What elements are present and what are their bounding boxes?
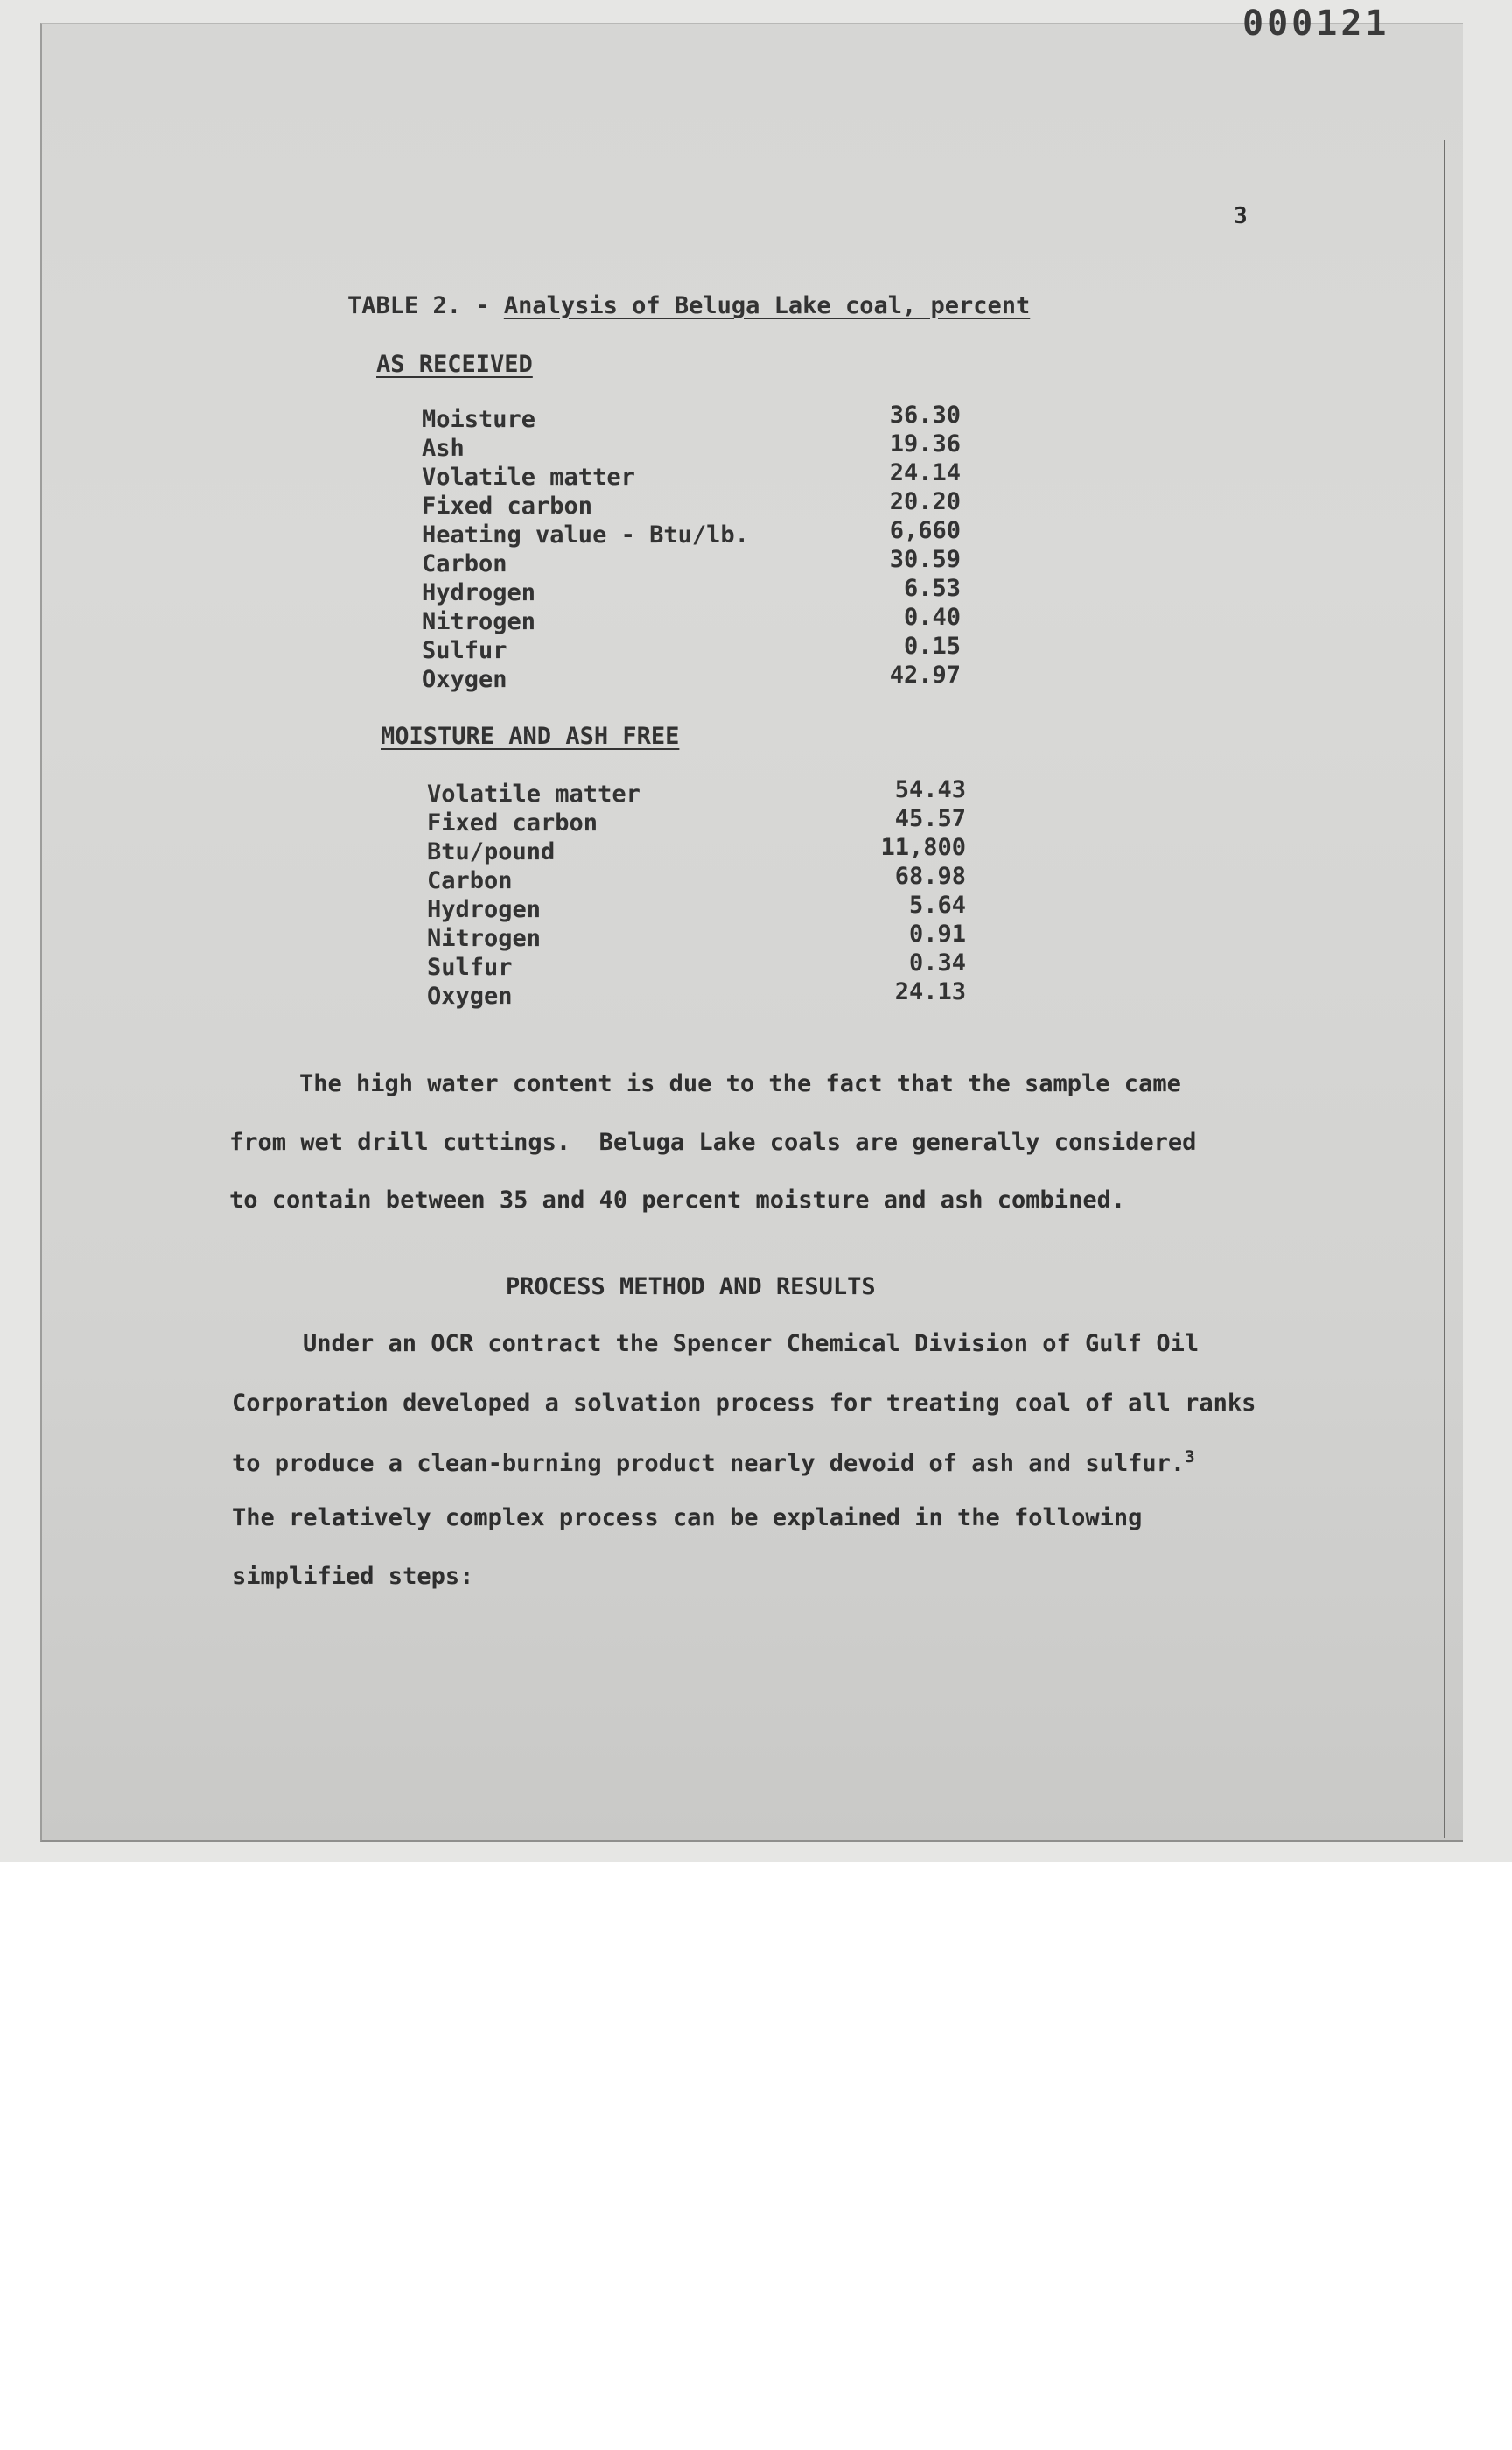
footnote-reference: 3 xyxy=(1185,1447,1195,1466)
row-label: Ash xyxy=(422,435,465,462)
row-value: 30.59 xyxy=(889,546,961,573)
table-caption-title: Analysis of Beluga Lake coal, percent xyxy=(503,292,1031,319)
paragraph-line: The high water content is due to the fact that the sample came xyxy=(299,1070,1181,1097)
row-value: 54.43 xyxy=(894,776,966,803)
row-value: 19.36 xyxy=(889,430,961,458)
row-label: Volatile matter xyxy=(422,464,635,491)
row-label: Nitrogen xyxy=(427,925,542,952)
row-label: Hydrogen xyxy=(427,896,542,923)
table-caption-prefix: TABLE 2. - xyxy=(347,292,504,319)
row-label: Sulfur xyxy=(427,954,513,981)
section-heading-as-received: AS RECEIVED xyxy=(376,351,533,378)
row-value: 24.13 xyxy=(894,978,966,1005)
row-label: Nitrogen xyxy=(422,608,536,635)
row-label: Heating value - Btu/lb. xyxy=(422,522,749,549)
paragraph-line-text: to produce a clean-burning product nearly devoid of ash and sulfur. xyxy=(232,1450,1186,1477)
section-heading-process: PROCESS METHOD AND RESULTS xyxy=(506,1273,876,1300)
row-value: 20.20 xyxy=(889,488,961,515)
paragraph-line: simplified steps: xyxy=(232,1563,474,1590)
row-label: Carbon xyxy=(427,867,513,894)
paragraph-line: to contain between 35 and 40 percent moisture and ash combined. xyxy=(229,1186,1126,1214)
paragraph-line: Corporation developed a solvation process for treating coal of all ranks xyxy=(232,1390,1256,1417)
row-value: 0.91 xyxy=(908,920,966,948)
row-value: 0.40 xyxy=(903,604,961,631)
document-stamp: 000121 xyxy=(1242,4,1390,44)
row-label: Moisture xyxy=(422,406,536,433)
row-value: 0.34 xyxy=(908,949,966,976)
row-label: Volatile matter xyxy=(427,780,640,808)
row-value: 68.98 xyxy=(894,863,966,890)
section-heading-moisture-ash-free: MOISTURE AND ASH FREE xyxy=(381,723,680,750)
row-value: 36.30 xyxy=(889,402,961,429)
row-label: Sulfur xyxy=(422,637,508,664)
row-label: Oxygen xyxy=(422,666,508,693)
row-value: 45.57 xyxy=(894,805,966,832)
paragraph-line xyxy=(232,1447,1195,1477)
row-label: Btu/pound xyxy=(427,838,556,865)
row-value: 5.64 xyxy=(908,892,966,919)
paragraph-line: Under an OCR contract the Spencer Chemical Division of Gulf Oil xyxy=(303,1330,1200,1357)
row-value: 0.15 xyxy=(903,633,961,660)
row-label: Carbon xyxy=(422,550,508,578)
page-edge xyxy=(1444,140,1446,1838)
paragraph-line: from wet drill cuttings. Beluga Lake coals are generally considered xyxy=(229,1129,1197,1156)
row-value: 11,800 xyxy=(880,834,966,861)
row-label: Fixed carbon xyxy=(427,809,598,836)
row-value: 6,660 xyxy=(889,517,961,544)
row-label: Fixed carbon xyxy=(422,493,593,520)
row-label: Hydrogen xyxy=(422,579,536,606)
row-value: 42.97 xyxy=(889,662,961,689)
row-value: 6.53 xyxy=(903,575,961,602)
row-value: 24.14 xyxy=(889,459,961,486)
table-caption xyxy=(347,292,1030,319)
paragraph-line: The relatively complex process can be explained in the following xyxy=(232,1504,1143,1531)
row-label: Oxygen xyxy=(427,983,513,1010)
page-number: 3 xyxy=(1234,203,1248,229)
